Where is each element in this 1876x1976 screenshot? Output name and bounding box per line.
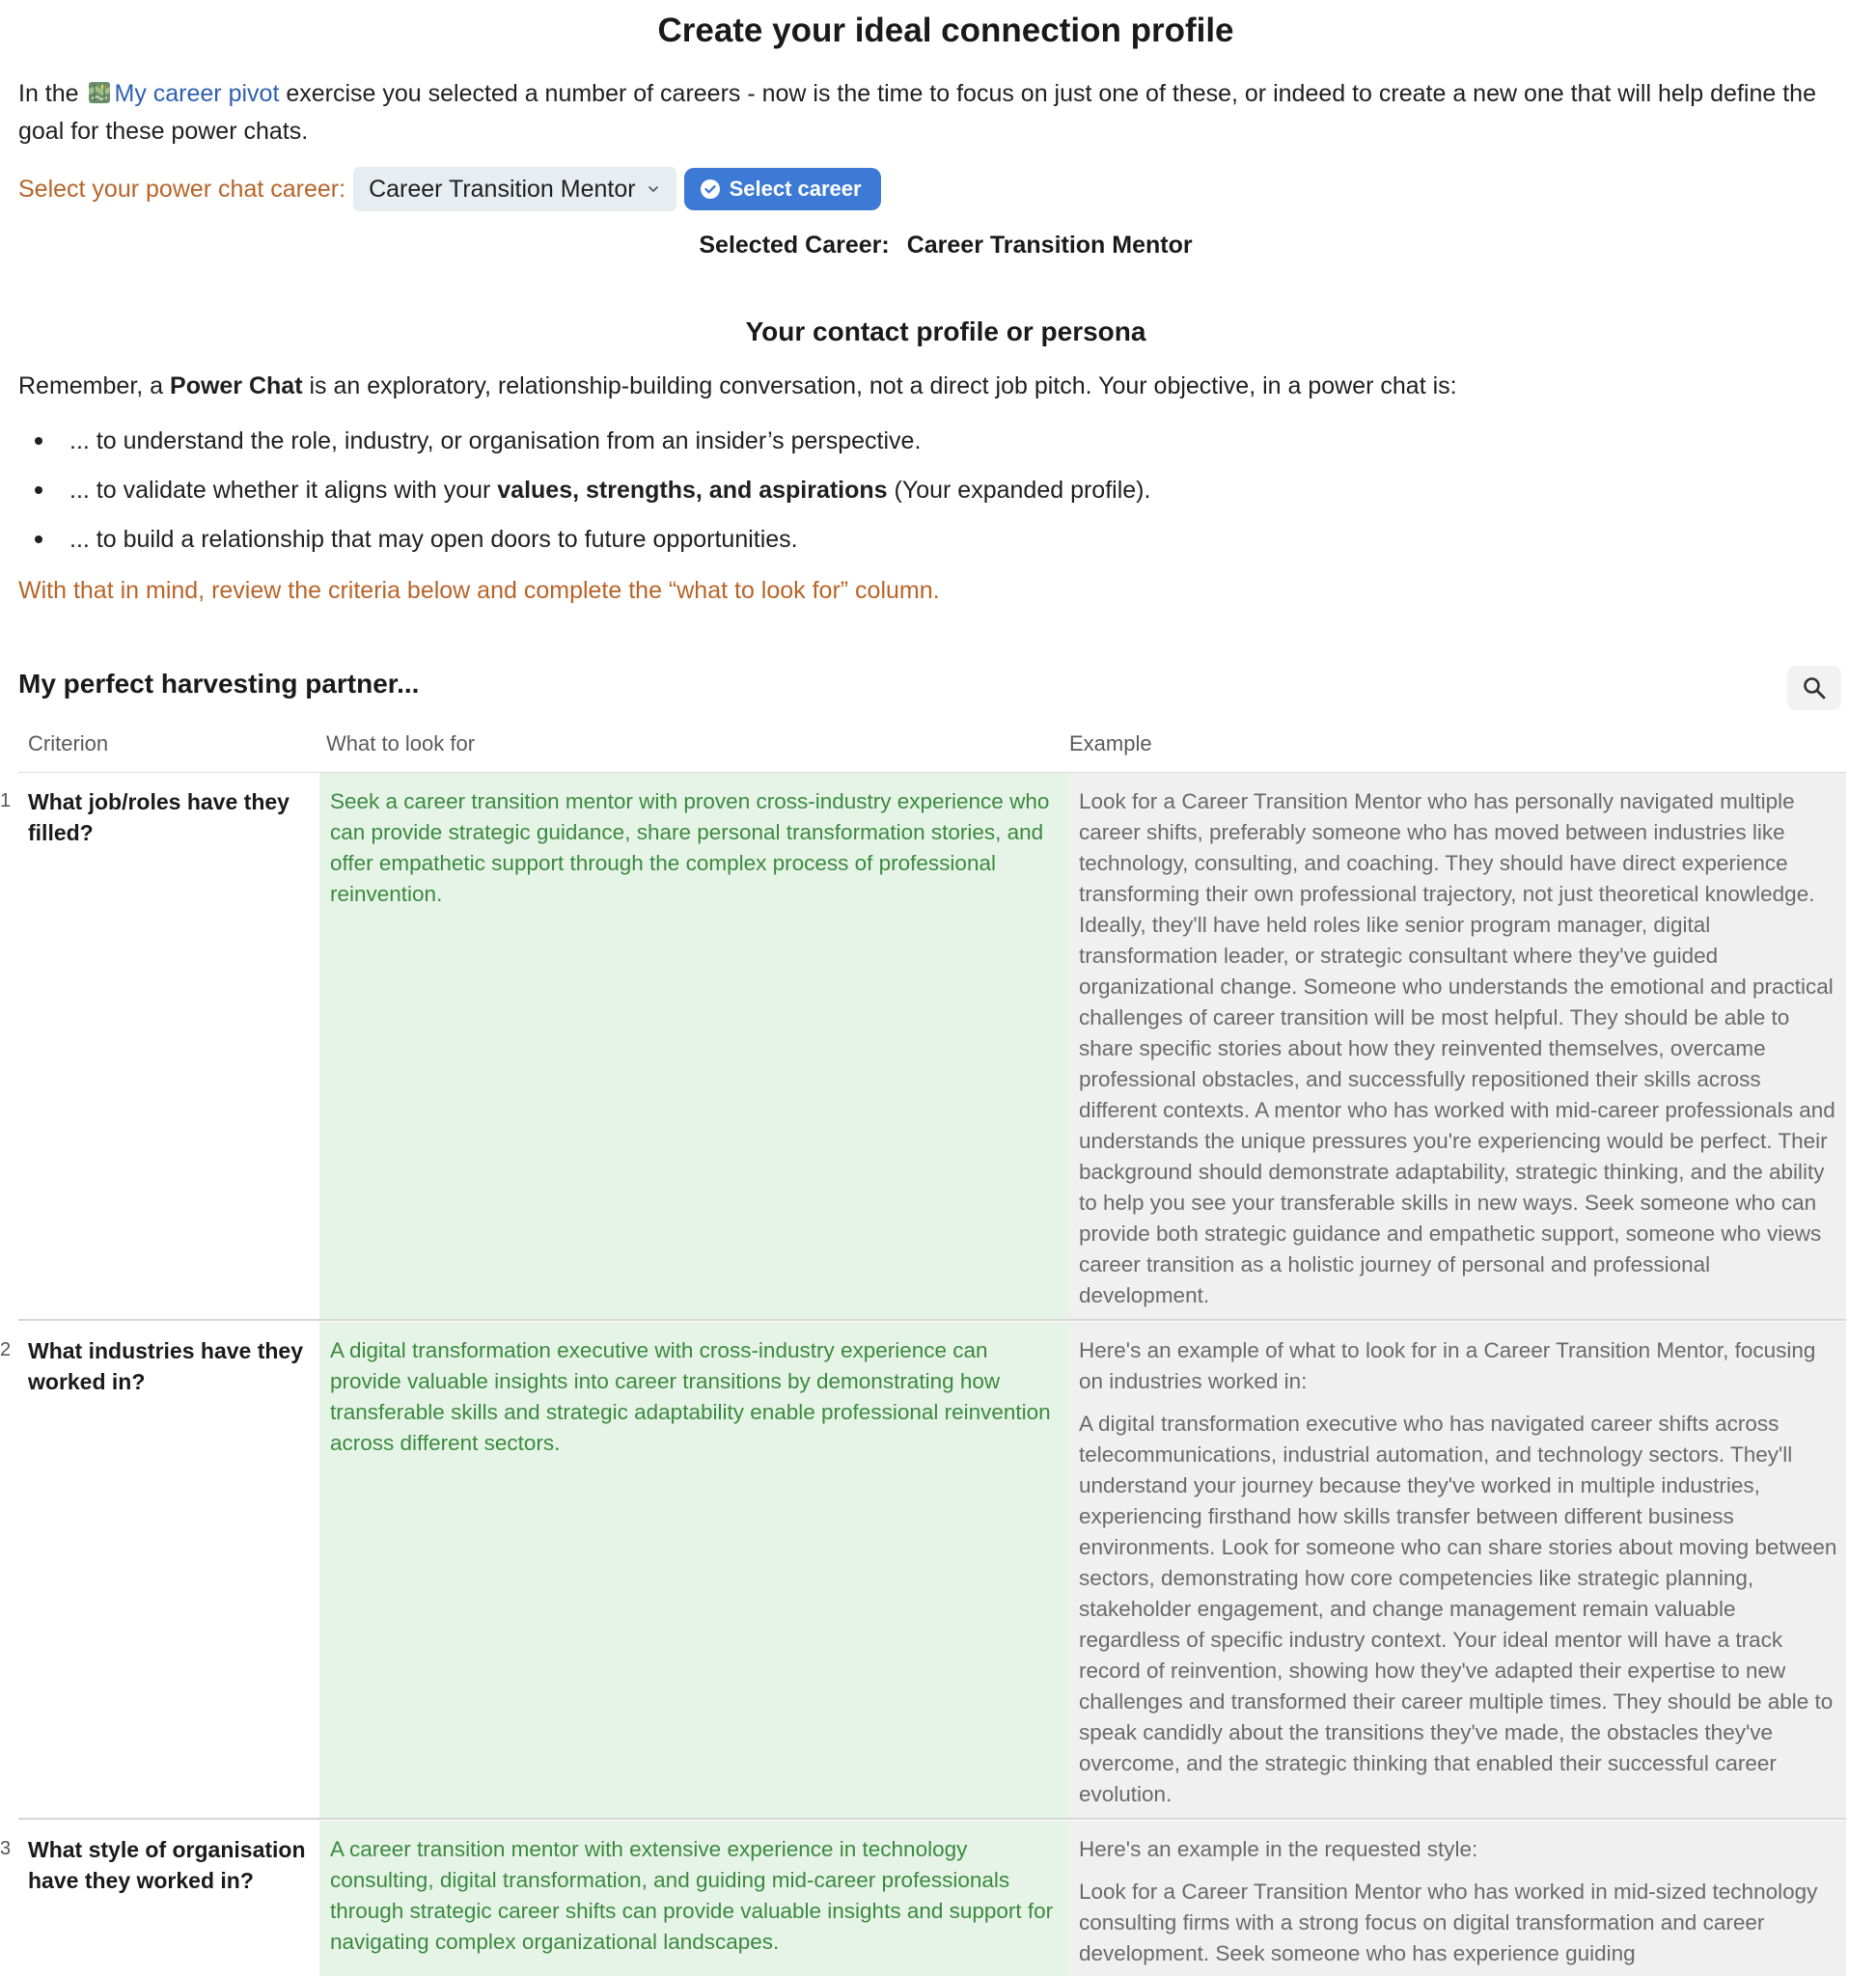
column-header-look-for[interactable]: What to look for [326, 731, 476, 755]
map-icon [88, 81, 111, 104]
example-cell [1069, 1821, 1846, 1976]
power-chat-term: Power Chat [170, 372, 303, 399]
look-for-cell[interactable] [319, 773, 1069, 1321]
career-select-row [18, 167, 881, 211]
criterion-cell: What job/roles have they filled? [28, 789, 290, 845]
row-divider [18, 1319, 1846, 1321]
career-dropdown-value: Career Transition Mentor [369, 175, 636, 203]
instruction-text: With that in mind, review the criteria below and complete the “what to look for” column. [18, 577, 940, 604]
intro-paragraph [18, 75, 1852, 151]
look-for-text: Seek a career transition mentor with proven cross-industry experience who can provide strategic guidance, share personal transformation stories, and offer empathetic support through the complex process of professional reinvention. [330, 789, 1050, 906]
list-item [18, 519, 1150, 568]
look-for-text: A career transition mentor with extensive experience in technology consulting, digital transformation, and guiding mid-career professionals through strategic career shifts can provide valuable insights and support for navigating complex organizational landscapes. [330, 1837, 1054, 1954]
persona-heading: Your contact profile or persona [745, 316, 1146, 346]
row-number: 2 [0, 1339, 12, 1360]
list-item [18, 421, 1150, 470]
search-button[interactable] [1787, 666, 1841, 710]
selected-career-line [0, 232, 1876, 260]
selected-career-value: Career Transition Mentor [906, 232, 1193, 259]
look-for-cell[interactable] [319, 1322, 1069, 1820]
objective-2-after: (Your expanded profile). [887, 477, 1151, 504]
column-header-criterion[interactable]: Criterion [28, 731, 109, 755]
remember-text-before: Remember, a [18, 372, 171, 399]
chevron-down-icon [648, 183, 659, 195]
selected-career-label: Selected Career: [699, 232, 890, 259]
table-title: My perfect harvesting partner... [18, 669, 420, 699]
career-select-label: Select your power chat career: [18, 175, 346, 203]
select-career-button[interactable] [684, 168, 881, 210]
search-icon [1802, 675, 1827, 700]
table-row [0, 1322, 1846, 1820]
table-row [0, 1821, 1846, 1976]
example-text: Look for a Career Transition Mentor who has personally navigated multiple career shifts, preferably someone who has moved between industries like technology, consulting, and coaching. They should have direct experience transforming their own professional trajectory, not just theoretical knowledge. Ideally, they'll have held roles like senior program manager, digital transformation leader, or strategic consultant where they've guided organizational change. Someone who understands the emotional and practical challenges of career transition will be most helpful. They should be able to share specific stories about how they reinvented themselves, overcame professional obstacles, and successfully repositioned their skills across different contexts. A mentor who has worked with mid-career professionals and understands the unique pressures you're experiencing would be perfect. Their background should demonstrate adaptability, strategic thinking, and the ability to help you see your transferable skills in new ways. Seek someone who can provide both strategic guidance and empathetic support, someone who views career transition as a holistic journey of personal and professional development. [1079, 789, 1835, 1307]
criterion-cell: What industries have they worked in? [28, 1338, 304, 1394]
remember-paragraph [18, 368, 1852, 404]
my-career-pivot-link[interactable]: My career pivot [114, 80, 280, 107]
example-intro: Here's an example in the requested style: [1079, 1837, 1478, 1861]
check-circle-icon [700, 178, 721, 200]
intro-text-after: exercise you selected a number of careers - now is the time to focus on just one of these, or indeed to create a new one that will help define the goal for these power chats. [18, 80, 1816, 145]
career-dropdown[interactable] [353, 167, 676, 211]
example-intro: Here's an example of what to look for in a Career Transition Mentor, focusing on industries worked in: [1079, 1338, 1816, 1393]
intro-text-before: In the [18, 80, 86, 107]
look-for-text: A digital transformation executive with cross-industry experience can provide valuable insights into career transitions by demonstrating how transferable skills and strategic adaptability enable professional reinvention across different sectors. [330, 1338, 1051, 1455]
example-text: Look for a Career Transition Mentor who has worked in mid-sized technology consulting firms with a strong focus on digital transformation and career development. Seek someone who has experience guiding [1079, 1880, 1818, 1965]
example-cell [1069, 1322, 1846, 1820]
look-for-cell[interactable] [319, 1821, 1069, 1976]
remember-text-after: is an exploratory, relationship-building conversation, not a direct job pitch. Your objective, in a power chat is: [302, 372, 1457, 399]
list-item [18, 470, 1150, 519]
criterion-cell: What style of organisation have they worked in? [28, 1837, 306, 1893]
objective-3: ... to build a relationship that may open doors to future opportunities. [69, 526, 798, 553]
select-career-button-label: Select career [729, 177, 862, 201]
objective-1: ... to understand the role, industry, or organisation from an insider’s perspective. [69, 427, 922, 454]
objective-list [18, 421, 1150, 568]
table-row [0, 773, 1846, 1321]
column-header-example[interactable]: Example [1069, 731, 1152, 755]
row-divider [18, 1818, 1846, 1820]
objective-2-bold: values, strengths, and aspirations [497, 477, 888, 504]
row-number: 1 [0, 790, 12, 811]
row-number: 3 [0, 1838, 12, 1859]
objective-2-before: ... to validate whether it aligns with your [69, 477, 498, 504]
example-text: A digital transformation executive who has navigated career shifts across telecommunications, industrial automation, and technology sectors. They'll understand your journey because they've worked in multiple industries, experiencing firsthand how skills transfer between different business environments. Look for someone who can share stories about moving between sectors, demonstrating how core competencies like strategic planning, stakeholder engagement, and change management remain valuable regardless of specific industry context. Your ideal mentor will have a track record of reinvention, showing how they've adapted their expertise to new challenges and transformed their career multiple times. They should be able to speak candidly about the transitions they've made, the obstacles they've overcome, and the strategic thinking that enabled their successful career evolution. [1079, 1412, 1837, 1806]
page-title: Create your ideal connection profile [657, 12, 1234, 49]
example-cell [1069, 773, 1846, 1321]
